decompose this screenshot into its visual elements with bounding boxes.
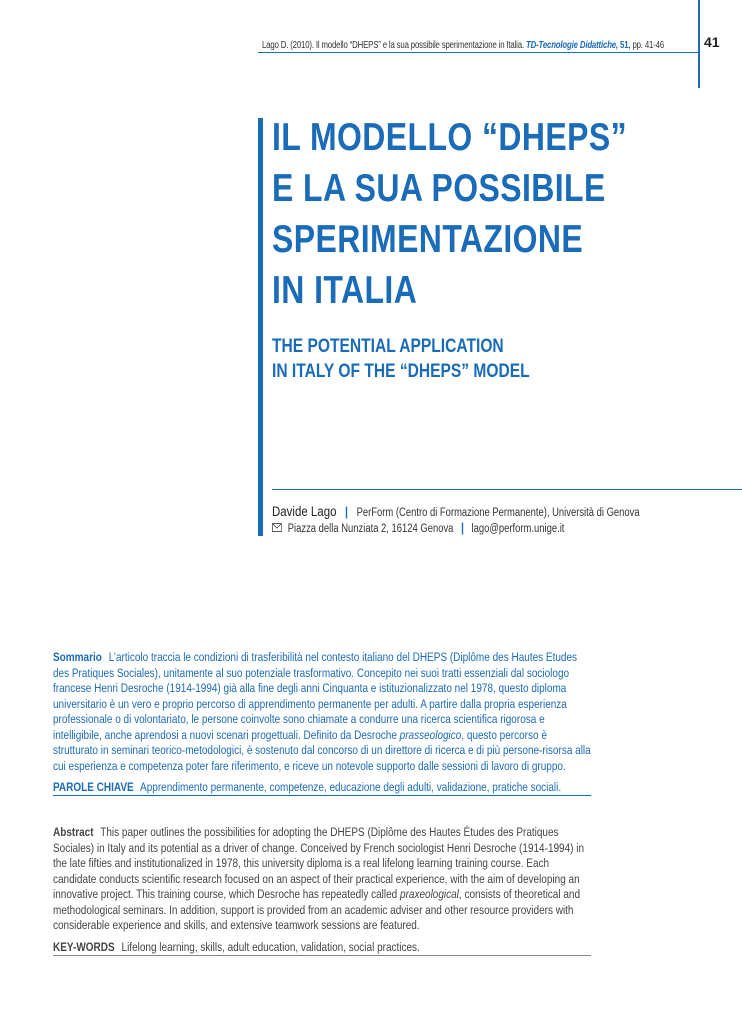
sommario-text-continued: , questo percorso è strutturato in seminari teorico-metodologici, è sostenuto dal concorso di un direttore di ricerca e di più persone-risorsa alla cui esperienza e competenza poter fare riferimento, e riceve un notevole supporto dalle sessioni di lavoro di gruppo. (53, 727, 591, 773)
author-rule (272, 489, 742, 490)
parole-chiave-label: PAROLE CHIAVE (53, 780, 134, 794)
address-line (272, 520, 564, 535)
key-words-label: KEY-WORDS (53, 940, 115, 954)
author-address: Piazza della Nunziata 2, 16124 Genova (287, 523, 454, 535)
article-title (272, 112, 628, 316)
subtitle-line-2: IN ITALY OF THE “DHEPS” MODEL (272, 361, 530, 382)
journal-volume: 51, (620, 40, 631, 51)
page-range: pp. 41-46 (632, 40, 665, 51)
sommario-paragraph (53, 650, 594, 774)
abstract-italic-term: praxeological (400, 887, 459, 901)
header-vertical-rule (698, 0, 700, 88)
running-header (262, 40, 664, 51)
title-accent-bar (258, 118, 263, 536)
citation-text: Lago D. (2010). Il modello “DHEPS” e la sua possibile sperimentazione in Italia. (262, 40, 524, 51)
separator: | (460, 520, 464, 535)
key-words-rule (53, 955, 591, 956)
title-line-1: IL MODELLO “DHEPS” (272, 116, 628, 159)
title-line-4: IN ITALIA (272, 269, 418, 312)
abstract-paragraph (53, 825, 594, 934)
header-rule (258, 52, 698, 53)
page-number: 41 (704, 34, 720, 50)
journal-name: TD-Tecnologie Didattiche, (525, 40, 619, 51)
envelope-icon (272, 523, 282, 535)
parole-chiave-text: Apprendimento permanente, competenze, educazione degli adulti, validazione, pratiche sociali. (140, 780, 562, 794)
sommario-italic-term: prasseologico (399, 727, 462, 742)
key-words (53, 940, 420, 954)
separator: | (345, 504, 349, 519)
abstract-text: This paper outlines the possibilities for adopting the DHEPS (Diplôme des Hautes Études des Pratiques Sociales) in Italy and its potential as a driver of change. Conceived by French sociologist Henri Desroche (1914-1994) in the late fifties and institutionalized in 1978, this university diploma is a real lifelong learning training course. Each candidate conducts scientific research focused on an aspect of their practical experience, with the aim of developing an innovative project. This training course, which Desroche has repeatedly called (53, 825, 585, 901)
keywords-rule (53, 795, 591, 796)
author-line (272, 503, 640, 521)
abstract-text-continued: , consists of theoretical and methodological seminars. In addition, support is provided from an academic adviser and other resource providers with considerable experience and skills, and extensive teamwork sessions are featured. (53, 887, 581, 932)
article-subtitle (272, 334, 616, 384)
abstract-label: Abstract (53, 825, 94, 839)
author-name: Davide Lago (272, 503, 337, 519)
sommario-text: L’articolo traccia le condizioni di trasferibilità nel contesto italiano del DHEPS (Diplôme des Hautes Etudes des Pratiques Sociales), unitamente al suo potenziale trasformativo. Concepito nei suoi tratti essenziali dal sociologo francese Henri Desroche (1914-1994) già alla fine degli anni Cinquanta e istituzionalizzato nel 1978, questo diploma universitario è un vero e proprio percorso di apprendimento permanente per adulti. A partire dalla propria esperienza professionale o di volontariato, le persone coinvolte sono chiamate a condurre una ricerca scientifica rigorosa e intelligibile, anche aprendosi a nuovi scenari progettuali. Definito da Desroche (53, 650, 578, 742)
title-line-2: E LA SUA POSSIBILE (272, 167, 606, 210)
author-email[interactable]: lago@perform.unige.it (471, 523, 565, 535)
title-line-3: SPERIMENTAZIONE (272, 218, 584, 261)
author-affiliation: PerForm (Centro di Formazione Permanente), Università di Genova (356, 507, 640, 519)
key-words-text: Lifelong learning, skills, adult education, validation, social practices. (121, 940, 420, 954)
sommario-label: Sommario (53, 650, 102, 664)
subtitle-line-1: THE POTENTIAL APPLICATION (272, 336, 504, 357)
parole-chiave (53, 780, 561, 794)
